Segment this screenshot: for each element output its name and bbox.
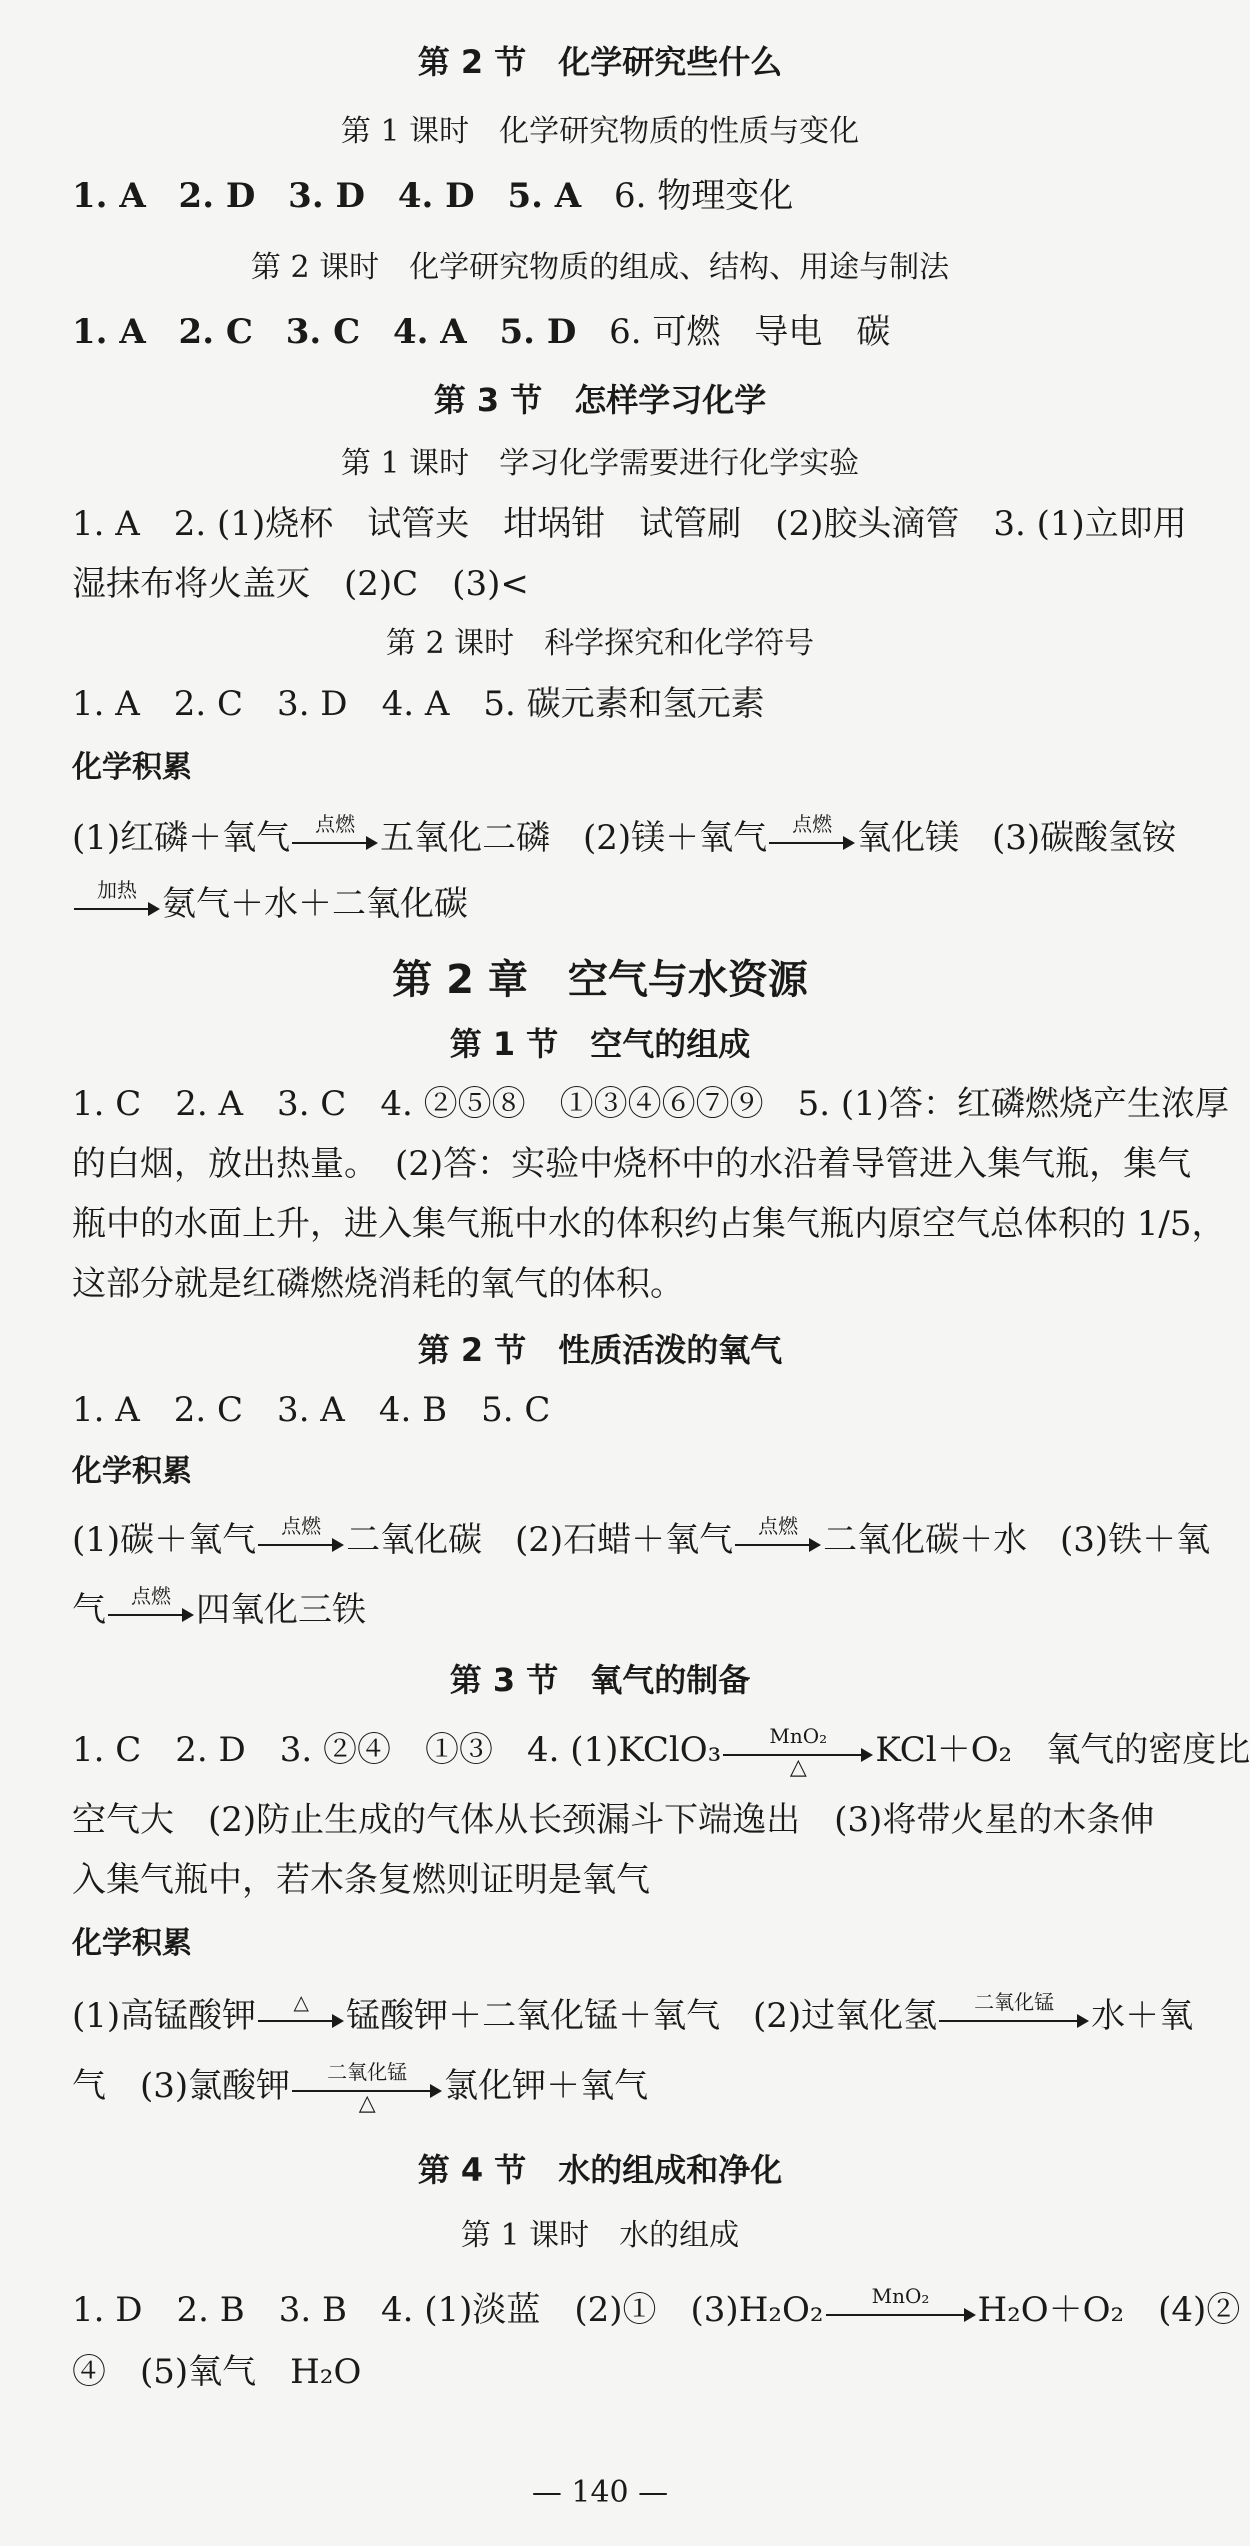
answer-item: 6. 物理变化 xyxy=(613,176,794,216)
reaction-arrow xyxy=(108,1584,194,1632)
answer-line: 1. A 2. (1)烧杯 试管夹 坩埚钳 试管刷 (2)胶头滴管 3. (1)立即用 xyxy=(72,504,1187,544)
section-title: 第 1 节 空气的组成 xyxy=(449,1025,751,1063)
reaction-arrow xyxy=(826,2284,976,2332)
answer-line: 1. A 2. C 3. A 4. B 5. C xyxy=(72,1390,551,1430)
answer-line: 瓶中的水面上升，进入集气瓶中水的体积约占集气瓶内原空气总体积的 1/5， xyxy=(72,1204,1226,1244)
answer-line: 1. A 2. C 3. D 4. A 5. 碳元素和氢元素 xyxy=(72,684,765,724)
reaction-condition: 点燃 xyxy=(315,812,356,836)
section-title: 第 2 节 化学研究些什么 xyxy=(417,43,783,81)
answer-text: 1. C 2. D 3. ②④ ①③ 4. (1)KClO₃ xyxy=(72,1730,722,1770)
reaction-condition: 加热 xyxy=(97,878,137,902)
products: 四氧化三铁 xyxy=(196,1590,366,1630)
answer-item: 1. A xyxy=(72,312,146,352)
answer-item: 3. C xyxy=(285,312,361,352)
reactants: (2)过氧化氢 xyxy=(752,1996,938,2036)
lesson-title: 第 2 课时 科学探究和化学符号 xyxy=(385,626,815,661)
answer-item: 1. A xyxy=(72,176,146,216)
products: 二氧化碳＋水 xyxy=(823,1520,1028,1560)
reaction-condition: MnO₂ xyxy=(871,2284,930,2308)
answer-item: 5. D xyxy=(499,312,577,352)
answer-line: 入集气瓶中，若木条复燃则证明是氧气 xyxy=(72,1860,650,1900)
products: 五氧化二磷 xyxy=(380,818,551,858)
reactants: (1)红磷＋氧气 xyxy=(72,818,291,858)
accumulation-heading: 化学积累 xyxy=(72,750,192,785)
answer-item: 5. A xyxy=(507,176,582,216)
equation-line xyxy=(72,1514,1211,1562)
products: 水＋氧 xyxy=(1091,1996,1194,2036)
products: 二氧化碳 xyxy=(346,1520,483,1560)
reactants: (1)高锰酸钾 xyxy=(72,1996,257,2036)
lesson-title: 第 1 课时 水的组成 xyxy=(460,2218,740,2253)
reaction-arrow xyxy=(292,2060,442,2116)
answer-text: H₂O＋O₂ (4)② xyxy=(977,2290,1241,2330)
answer-line: 1. C 2. A 3. C 4. ②⑤⑧ ①③④⑥⑦⑨ 5. (1)答：红磷燃烧产生浓厚 xyxy=(72,1084,1229,1124)
answer-item: 4. D xyxy=(397,176,475,216)
products: 氧化镁 xyxy=(857,818,960,858)
reaction-condition: △ xyxy=(358,2091,376,2116)
reaction-condition: 点燃 xyxy=(758,1514,799,1538)
reaction-arrow xyxy=(769,812,855,860)
reaction-condition: 点燃 xyxy=(792,812,833,836)
reactants: (3)碳酸氢铵 xyxy=(991,818,1177,858)
reaction-condition: 二氧化锰 xyxy=(327,2060,408,2084)
reactants: (2)石蜡＋氧气 xyxy=(514,1520,734,1560)
accumulation-heading: 化学积累 xyxy=(72,1926,192,1961)
reaction-arrow xyxy=(292,812,378,860)
products: 氯化钾＋氧气 xyxy=(444,2066,649,2106)
reaction-arrow xyxy=(939,1990,1089,2038)
answer-line xyxy=(72,1724,1250,1780)
equation-line xyxy=(72,2060,649,2116)
reaction-arrow xyxy=(723,1724,873,1780)
answer-text: KCl＋O₂ 氧气的密度比 xyxy=(875,1730,1250,1770)
answer-item: 6. 可燃 导电 碳 xyxy=(609,312,891,352)
answer-line: 的白烟，放出热量。 (2)答：实验中烧杯中的水沿着导管进入集气瓶，集气 xyxy=(72,1144,1192,1184)
answer-line: 空气大 (2)防止生成的气体从长颈漏斗下端逸出 (3)将带火星的木条伸 xyxy=(72,1800,1155,1840)
reaction-arrow xyxy=(74,878,160,926)
lesson-title: 第 1 课时 化学研究物质的性质与变化 xyxy=(340,114,860,149)
lesson-title: 第 1 课时 学习化学需要进行化学实验 xyxy=(340,446,860,481)
reaction-condition: △ xyxy=(789,1755,807,1780)
section-title: 第 3 节 氧气的制备 xyxy=(449,1661,751,1699)
reaction-arrow xyxy=(735,1514,821,1562)
reaction-condition: 点燃 xyxy=(131,1584,171,1608)
answer-item: 4. A xyxy=(392,312,467,352)
equation-line xyxy=(72,812,1177,860)
equation-line xyxy=(72,1990,1194,2038)
products: 氨气＋水＋二氧化碳 xyxy=(162,884,468,924)
section-title: 第 4 节 水的组成和净化 xyxy=(417,2151,783,2189)
reaction-condition: △ xyxy=(293,1990,309,2014)
section-title: 第 2 节 性质活泼的氧气 xyxy=(417,1331,783,1369)
equation-line xyxy=(72,1584,366,1632)
products: 锰酸钾＋二氧化锰＋氧气 xyxy=(346,1996,721,2036)
section-title: 第 3 节 怎样学习化学 xyxy=(433,381,767,419)
reactants: 气 xyxy=(72,1590,106,1630)
reactants: (2)镁＋氧气 xyxy=(582,818,768,858)
answer-text: 1. D 2. B 3. B 4. (1)淡蓝 (2)① (3)H₂O₂ xyxy=(72,2290,824,2330)
answer-item: 2. C xyxy=(178,312,253,352)
lesson-title: 第 2 课时 化学研究物质的组成、结构、用途与制法 xyxy=(250,250,950,285)
answer-line xyxy=(72,2284,1241,2332)
answer-item: 2. D xyxy=(178,176,256,216)
reactants: (3)铁＋氧 xyxy=(1059,1520,1211,1560)
reaction-condition: 二氧化锰 xyxy=(974,1990,1055,2014)
reaction-arrow xyxy=(258,1990,344,2038)
answer-line: 湿抹布将火盖灭 (2)C (3)< xyxy=(72,564,529,604)
answer-line xyxy=(72,312,890,352)
answer-line xyxy=(72,176,793,216)
answer-line: ④ (5)氧气 H₂O xyxy=(72,2352,362,2392)
reactants: (1)碳＋氧气 xyxy=(72,1520,257,1560)
answer-line: 这部分就是红磷燃烧消耗的氧气的体积。 xyxy=(72,1264,684,1304)
reaction-condition: MnO₂ xyxy=(769,1724,828,1748)
reaction-arrow xyxy=(258,1514,344,1562)
reactants: 气 (3)氯酸钾 xyxy=(72,2066,291,2106)
answer-item: 3. D xyxy=(288,176,365,216)
equation-line xyxy=(72,878,468,926)
chapter-title: 第 2 章 空气与水资源 xyxy=(392,957,808,1003)
page-number: — 140 — xyxy=(531,2475,669,2510)
accumulation-heading: 化学积累 xyxy=(72,1454,192,1489)
reaction-condition: 点燃 xyxy=(281,1514,322,1538)
